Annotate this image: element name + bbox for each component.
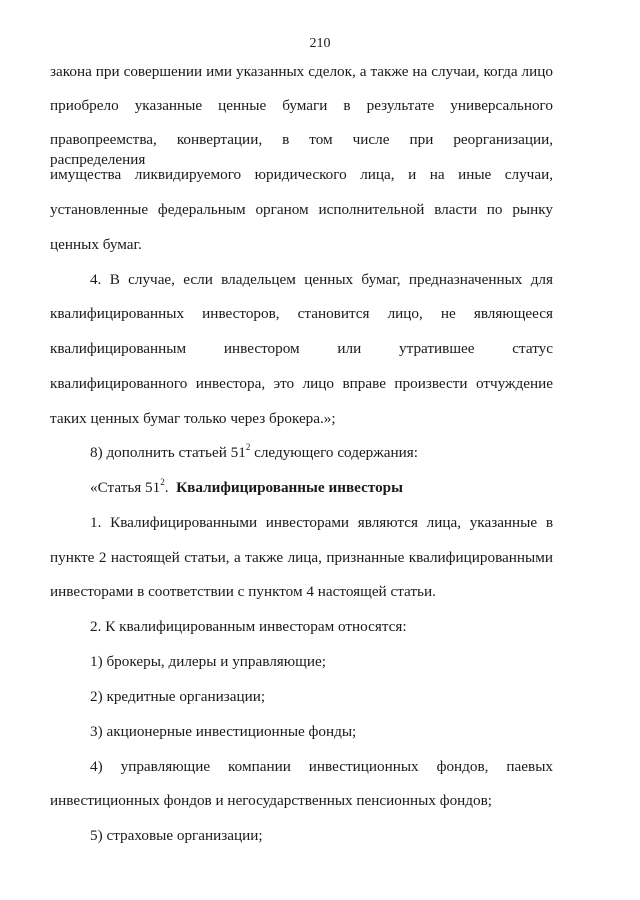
list-item: 1) брокеры, дилеры и управляющие;	[90, 653, 326, 670]
text-line: таких ценных бумаг только через брокера.»;	[50, 410, 336, 427]
list-item: 3) акционерные инвестиционные фонды;	[90, 723, 357, 740]
page-number: 210	[309, 36, 331, 51]
text-line: установленные федеральным органом исполнительной власти по рынку	[50, 201, 553, 218]
paragraph-start: 2. К квалифицированным инвесторам относятся:	[90, 618, 407, 635]
list-item: 5) страховые организации;	[90, 827, 263, 844]
text-line: ценных бумаг.	[50, 236, 142, 253]
list-item: 4) управляющие компании инвестиционных фондов, паевых	[90, 758, 553, 775]
amendment-item: 8) дополнить статьей $51^2$ следующего содержания:	[90, 442, 418, 461]
text-line: правопреемства, конвертации, в том числе при реорганизации, распределения	[50, 131, 553, 168]
text-line: квалифицированных инвесторов, становится лицо, не являющееся	[50, 305, 553, 322]
list-item: 2) кредитные организации;	[90, 688, 266, 705]
text-line: инвестиционных фондов и негосударственных пенсионных фондов;	[50, 792, 493, 809]
text-line: квалифицированным инвестором или утратившее статус	[50, 340, 553, 357]
text-line: приобрело указанные ценные бумаги в результате универсального	[50, 97, 553, 114]
text-line: имущества ликвидируемого юридического лица, и на иные случаи,	[50, 166, 553, 183]
text-line: закона при совершении ими указанных сделок, а также на случаи, когда лицо	[50, 63, 553, 80]
article-heading: «Статья $51^2$. Квалифицированные инвесторы	[90, 477, 403, 496]
text-line: квалифицированного инвестора, это лицо вправе произвести отчуждение	[50, 375, 553, 392]
article-title: Квалифицированные инвесторы	[176, 479, 403, 496]
paragraph-start: 4. В случае, если владельцем ценных бумаг, предназначенных для	[90, 271, 553, 288]
text-line: пункте 2 настоящей статьи, а также лица, признанные квалифицированными	[50, 549, 553, 566]
text-line: инвесторами в соответствии с пунктом 4 настоящей статьи.	[50, 583, 436, 600]
paragraph-start: 1. Квалифицированными инвесторами являются лица, указанные в	[90, 514, 553, 531]
